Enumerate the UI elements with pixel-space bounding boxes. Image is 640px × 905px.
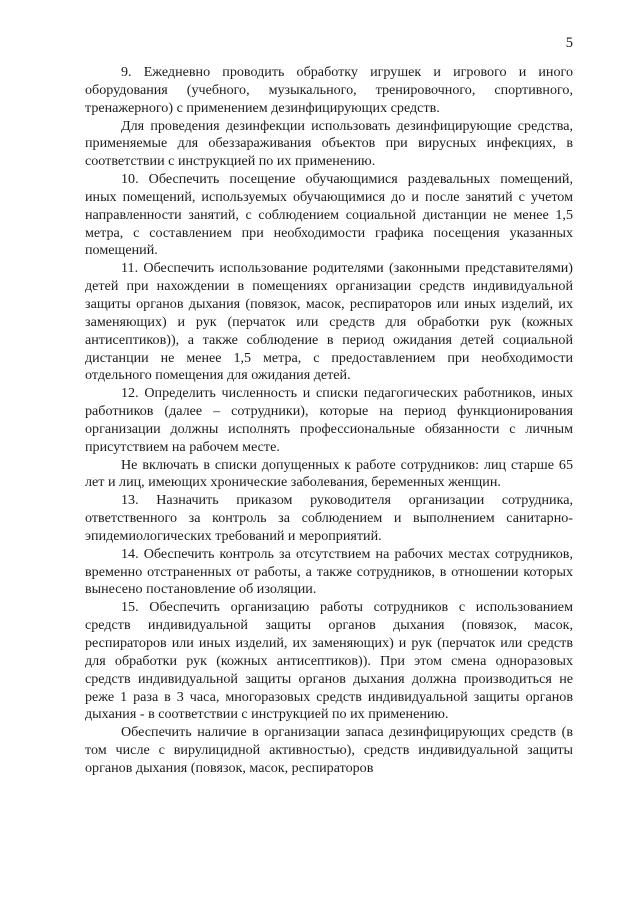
paragraph-excluded-staff: Не включать в списки допущенных к работе сотрудников: лиц старше 65 лет и лиц, имеющих хронические заболевания, беременных женщин.: [85, 456, 573, 491]
paragraph-item-9: 9. Ежедневно проводить обработку игрушек и игрового и иного оборудования (учебного, музыкального, тренировочного, спортивного, тренажерного) с применением дезинфицирующих средств.: [85, 64, 573, 116]
paragraph-item-11: 11. Обеспечить использование родителями (законными представителями) детей при нахождении в помещениях организации средств индивидуальной защиты органов дыхания (повязок, масок, респираторов или иных изделий, их заменяющих) и рук (перчаток или средств для обработки рук (кожных антисептиков)), а также соблюдение в период ожидания детей социальной дистанции не менее 1,5 метра, с предоставлением при необходимости отдельного помещения для ожидания детей.: [85, 260, 573, 384]
paragraph-item-12: 12. Определить численность и списки педагогических работников, иных работников (далее – сотрудники), которые на период функционирования организации должны исполнять профессиональные обязанности с личным присутствием на рабочем месте.: [85, 385, 573, 455]
paragraph-item-14: 14. Обеспечить контроль за отсутствием на рабочих местах сотрудников, временно отстраненных от работы, а также сотрудников, в отношении которых вынесено постановление об изоляции.: [85, 545, 573, 598]
paragraph-supplies: Обеспечить наличие в организации запаса дезинфицирующих средств (в том числе с вирулицидной активностью), средств индивидуальной защиты органов дыхания (повязок, масок, респираторов: [85, 724, 573, 776]
paragraph-item-15: 15. Обеспечить организацию работы сотрудников с использованием средств индивидуальной защиты органов дыхания (повязок, масок, респираторов или иных изделий, их заменяющих) и рук (перчаток или средств для обработки рук (кожных антисептиков)). При этом смена одноразовых средств индивидуальной защиты органов дыхания должна производиться не реже 1 раза в 3 часа, многоразовых средств индивидуальной защиты органов дыхания - в соответствии с инструкцией по их применению.: [85, 599, 573, 723]
page-number: 5: [565, 35, 573, 51]
paragraph-item-10: 10. Обеспечить посещение обучающимися раздевальных помещений, иных помещений, используемых обучающимися до и после занятий с учетом направленности занятий, с соблюдением социальной дистанции не менее 1,5 метра, с составлением при необходимости графика посещения указанных помещений.: [85, 171, 573, 259]
paragraph-item-13: 13. Назначить приказом руководителя организации сотрудника, ответственного за контроль за соблюдением и выполнением санитарно-эпидемиологических требований и мероприятий.: [85, 492, 573, 544]
paragraph-disinfection-note: Для проведения дезинфекции использовать дезинфицирующие средства, применяемые для обеззараживания объектов при вирусных инфекциях, в соответствии с инструкцией по их применению.: [85, 117, 573, 170]
document-body: [85, 64, 573, 778]
